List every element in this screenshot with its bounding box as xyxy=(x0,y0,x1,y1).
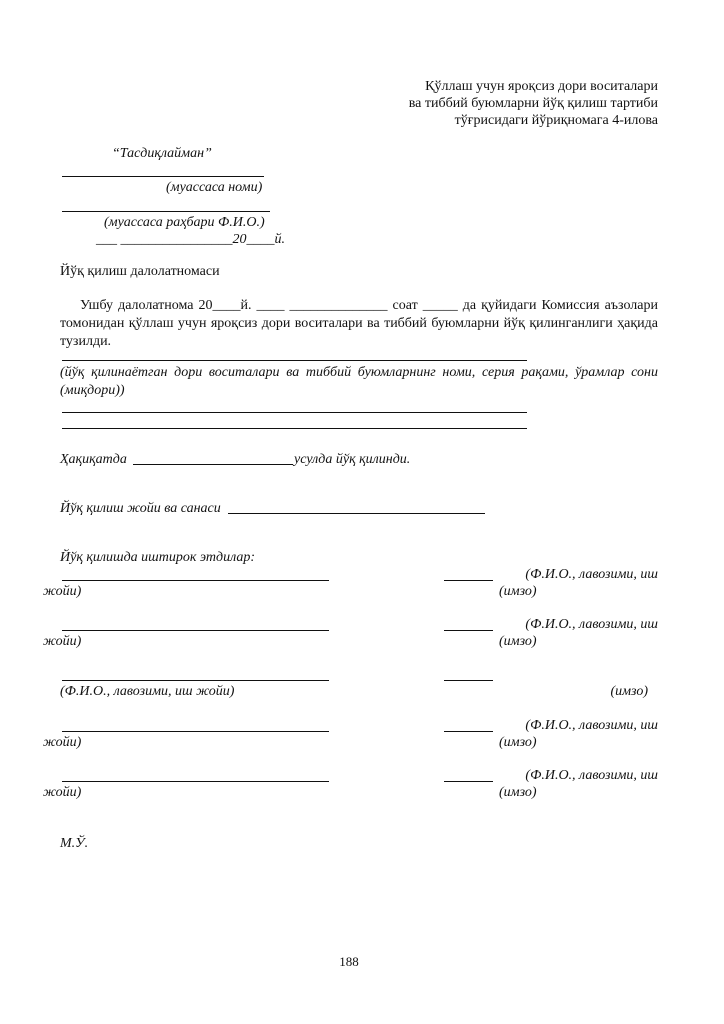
act-intro-text: Ушбу далолатнома 20____й. ____ ______________ соат _____ да қуйидаги Комиссия аъзолари томонидан қўллаш учун яроқсиз дори воситалари ва тиббий буюмларни йўқ қилинганлиги ҳақида тузилди. xyxy=(60,298,658,349)
participant-3-sign: (имзо) xyxy=(610,684,648,699)
participant-5-line xyxy=(62,781,329,782)
participant-4-label-cont: жойи) xyxy=(43,735,82,750)
participants-label: Йўқ қилишда иштирок этдилар: xyxy=(60,550,256,565)
method-line xyxy=(133,464,293,465)
participant-5-sign-line xyxy=(444,781,493,782)
header-line-3: тўғрисидаги йўриқномага 4-илова xyxy=(454,113,658,128)
act-intro xyxy=(60,297,658,351)
participant-2-sign: (имзо) xyxy=(499,634,537,649)
participant-1-line xyxy=(62,580,329,581)
participant-4-line xyxy=(62,731,329,732)
header-line-1: Қўллаш учун яроқсиз дори воситалари xyxy=(425,79,658,94)
participant-3-label: (Ф.И.О., лавозими, иш жойи) xyxy=(60,684,235,699)
participant-2-label: (Ф.И.О., лавозими, иш xyxy=(525,617,658,632)
participant-5-sign: (имзо) xyxy=(499,785,537,800)
method-prefix: Ҳақиқатда xyxy=(60,452,127,467)
participant-2-label-cont: жойи) xyxy=(43,634,82,649)
items-label: (йўқ қилинаётган дори воситалари ва тиббий буюмларнинг номи, серия рақами, ўрамлар сони (миқдори)) xyxy=(60,365,658,398)
participant-3-line xyxy=(62,680,329,681)
participant-2-sign-line xyxy=(444,630,493,631)
institution-label: (муассаса номи) xyxy=(166,180,263,195)
institution-line xyxy=(62,176,264,177)
participant-4-sign: (имзо) xyxy=(499,735,537,750)
place-date-label: Йўқ қилиш жойи ва санаси xyxy=(60,501,221,516)
items-line-3 xyxy=(62,428,527,429)
participant-1-sign-line xyxy=(444,580,493,581)
head-label: (муассаса раҳбари Ф.И.О.) xyxy=(104,215,265,230)
participant-3-sign-line xyxy=(444,680,493,681)
participant-5-label: (Ф.И.О., лавозими, иш xyxy=(525,768,658,783)
participant-4-label: (Ф.И.О., лавозими, иш xyxy=(525,718,658,733)
approval-date: ___ ________________20____й. xyxy=(96,232,285,247)
participant-4-sign-line xyxy=(444,731,493,732)
method-suffix: усулда йўқ қилинди. xyxy=(294,452,411,467)
header-line-2: ва тиббий буюмларни йўқ қилиш тартиби xyxy=(408,96,658,111)
items-line-1 xyxy=(62,360,527,361)
place-date-line xyxy=(228,513,485,514)
participant-1-sign: (имзо) xyxy=(499,584,537,599)
items-line-2 xyxy=(62,412,527,413)
head-line xyxy=(62,211,270,212)
participant-2-line xyxy=(62,630,329,631)
act-title: Йўқ қилиш далолатномаси xyxy=(60,264,220,279)
approval-title: “Тасдиқлайман” xyxy=(112,146,212,161)
participant-5-label-cont: жойи) xyxy=(43,785,82,800)
page-number: 188 xyxy=(339,954,359,969)
participant-1-label-cont: жойи) xyxy=(43,584,82,599)
participant-1-label: (Ф.И.О., лавозими, иш xyxy=(525,567,658,582)
stamp-label: М.Ў. xyxy=(60,836,89,851)
